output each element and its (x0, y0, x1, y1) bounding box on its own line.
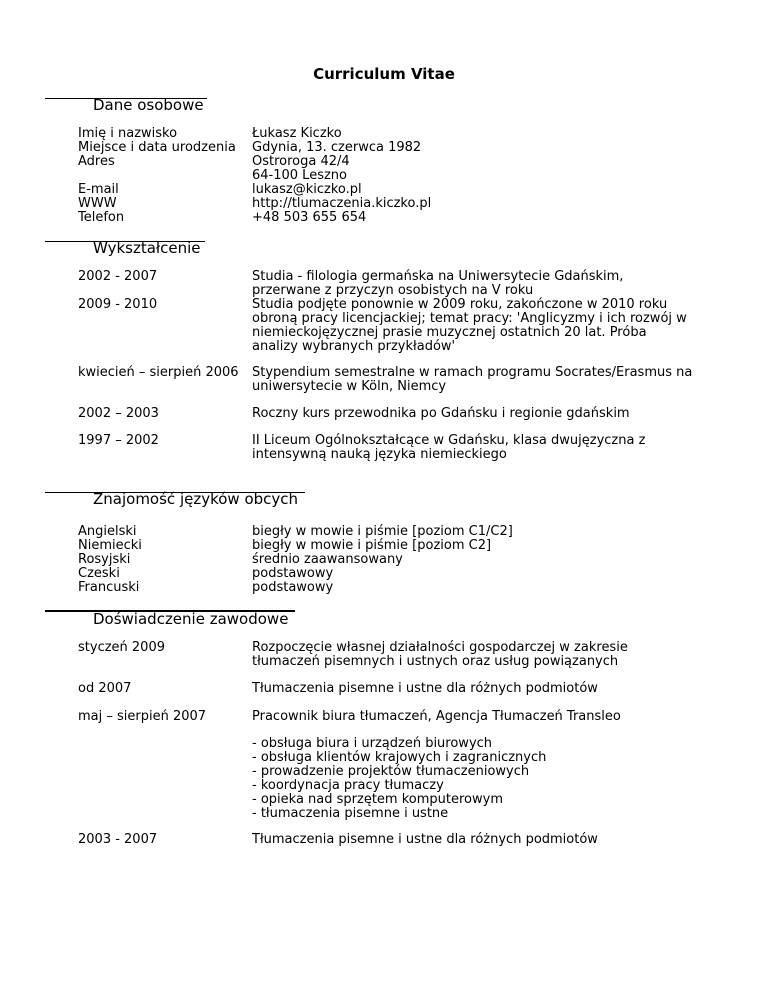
address-line2: 64-100 Leszno (252, 168, 347, 183)
phone-value: +48 503 655 654 (252, 210, 367, 225)
language-level: średnio zaawansowany (252, 552, 403, 567)
education-desc-line: Studia podjęte ponownie w 2009 roku, zakończone w 2010 roku (252, 297, 668, 312)
duty-item: - opieka nad sprzętem komputerowym (252, 792, 503, 807)
experience-date: maj – sierpień 2007 (78, 709, 207, 724)
birth-value: Gdynia, 13. czerwca 1982 (252, 140, 422, 155)
section-heading-education: Wykształcenie (93, 239, 201, 257)
experience-date: styczeń 2009 (78, 640, 165, 655)
duty-item: - koordynacja pracy tłumaczy (252, 778, 444, 793)
education-date: kwiecień – sierpień 2006 (78, 365, 239, 380)
education-date: 2002 - 2007 (78, 269, 158, 284)
language-name: Niemiecki (78, 538, 142, 553)
education-desc-line: analizy wybranych przykładów' (252, 339, 456, 354)
experience-desc: Tłumaczenia pisemne i ustne dla różnych podmiotów (252, 832, 598, 847)
address-line1: Ostroroga 42/4 (252, 154, 350, 169)
section-heading-personal: Dane osobowe (93, 96, 204, 114)
education-date: 2002 – 2003 (78, 406, 159, 421)
duty-item: - tłumaczenia pisemne i ustne (252, 806, 449, 821)
www-label: WWW (78, 196, 117, 211)
experience-desc-line: Rozpoczęcie własnej działalności gospodarczej w zakresie (252, 640, 628, 655)
education-desc-line: przerwane z przyczyn osobistych na V roku (252, 283, 534, 298)
language-name: Czeski (78, 566, 120, 581)
duty-item: - obsługa biura i urządzeń biurowych (252, 736, 493, 751)
language-name: Francuski (78, 580, 140, 595)
name-label: Imię i nazwisko (78, 126, 178, 141)
experience-date: od 2007 (78, 681, 132, 696)
education-desc-line: niemieckojęzycznej prasie muzycznej ostatnich 20 lat. Próba (252, 325, 647, 340)
duty-item: - obsługa klientów krajowych i zagranicznych (252, 750, 547, 765)
education-date: 2009 - 2010 (78, 297, 158, 312)
experience-desc: Tłumaczenia pisemne i ustne dla różnych podmiotów (252, 681, 598, 696)
education-desc (252, 270, 623, 298)
education-desc-line: Stypendium semestralne w ramach programu Socrates/Erasmus na (252, 365, 693, 380)
experience-desc: Pracownik biura tłumaczeń, Agencja Tłumaczeń Transleo (252, 709, 621, 724)
phone-label: Telefon (78, 210, 125, 225)
education-desc (252, 298, 687, 354)
birth-label: Miejsce i data urodzenia (78, 140, 236, 155)
address-label: Adres (78, 154, 115, 169)
experience-desc (252, 641, 628, 669)
duties-list (252, 737, 546, 821)
education-desc (252, 366, 692, 394)
education-desc: Roczny kurs przewodnika po Gdańsku i regionie gdańskim (252, 406, 630, 421)
language-name: Angielski (78, 524, 137, 539)
language-name: Rosyjski (78, 552, 131, 567)
duty-item: - prowadzenie projektów tłumaczeniowych (252, 764, 530, 779)
experience-desc-line: tłumaczeń pisemnych i ustnych oraz usług powiązanych (252, 654, 619, 669)
education-desc-line: II Liceum Ogólnokształcące w Gdańsku, klasa dwujęzyczna z (252, 433, 646, 448)
education-date: 1997 – 2002 (78, 433, 159, 448)
language-level: biegły w mowie i piśmie [poziom C1/C2] (252, 524, 513, 539)
education-desc-line: uniwersytecie w Köln, Niemcy (252, 379, 447, 394)
name-value: Łukasz Kiczko (252, 126, 342, 141)
education-desc-line: intensywną nauką języka niemieckiego (252, 447, 507, 462)
email-value: lukasz@kiczko.pl (252, 182, 362, 197)
www-value: http://tlumaczenia.kiczko.pl (252, 196, 432, 211)
language-level: biegły w mowie i piśmie [poziom C2] (252, 538, 492, 553)
language-level: podstawowy (252, 566, 334, 581)
education-desc-line: Studia - filologia germańska na Uniwersytecie Gdańskim, (252, 269, 624, 284)
education-desc (252, 434, 645, 462)
language-level: podstawowy (252, 580, 334, 595)
section-heading-languages: Znajomość języków obcych (93, 490, 299, 508)
education-desc-line: obroną pracy licencjackiej; temat pracy: 'Anglicyzmy i ich rozwój w (252, 311, 687, 326)
experience-date: 2003 - 2007 (78, 832, 158, 847)
email-label: E-mail (78, 182, 119, 197)
document-title: Curriculum Vitae (313, 65, 455, 83)
section-heading-experience: Doświadczenie zawodowe (93, 610, 289, 628)
